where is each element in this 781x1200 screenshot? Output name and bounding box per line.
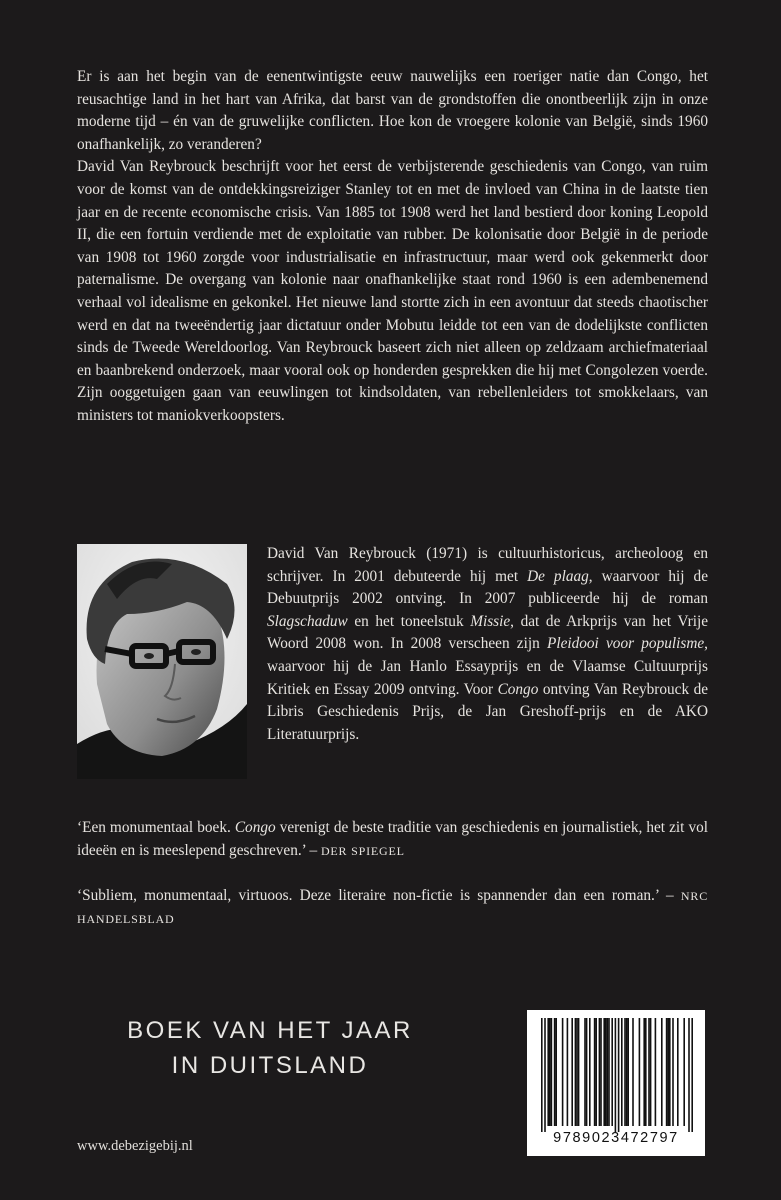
quote-text: ‘Een monumentaal boek. xyxy=(77,819,235,836)
bio-text-2: , waarvoor hij de Debuutprijs 2002 ontving. In 2007 publiceerde hij de roman xyxy=(267,567,708,608)
barcode-bar xyxy=(666,1018,668,1126)
barcode-bar xyxy=(683,1018,685,1126)
bio-title-pleidooi: Pleidooi voor populisme xyxy=(546,635,705,653)
isbn-barcode xyxy=(527,1010,705,1156)
barcode-bar xyxy=(586,1018,588,1126)
headline-line-1: BOEK VAN HET JAAR xyxy=(127,1017,413,1044)
quote-text: ‘Subliem, monumentaal, virtuoos. Deze literaire non-fictie is spannender dan een roman.’ – xyxy=(77,887,681,904)
blurb-paragraph-main: David Van Reybrouck beschrijft voor het eerst de verbijsterende geschiedenis van Congo, van ruim voor de komst van de ontdekkingsreiziger Stanley tot en met de invloed van China in de laatste tien jaar en de recente economische crisis. Van 1885 tot 1908 werd het land bestierd door koning Leopold II, die een fortuin verdiende met de exploitatie van rubber. De kolonisatie door België in de periode van 1908 tot 1960 zorgde voor industrialisatie en infrastructuur, maar werd ook gekenmerkt door paternalisme. De overgang van kolonie naar onafhankelijke staat rond 1960 is een adembenemend verhaal vol idealisme en gekonkel. Het nieuwe land stortte zich in een avontuur dat steeds chaotischer werd en dat na tweeëndertig jaar dictatuur onder Mobutu leidde tot een van de dodelijkste conflicten sinds de Tweede Wereldoorlog. Van Reybrouck baseert zich niet alleen op zeldzaam archiefmateriaal en baanbrekend onderzoek, maar vooral ook op honderden gesprekken die hij met Congolezen voerde. Zijn ooggetuigen gaan van eeuwlingen tot kindsoldaten, van rebellenleiders tot smokkelaars, van ministers tot maniokverkoopsters. xyxy=(77,158,708,424)
barcode-bar xyxy=(576,1018,578,1126)
barcode-bar xyxy=(605,1018,607,1126)
barcode-bar xyxy=(544,1018,546,1132)
review-quote-spiegel xyxy=(77,817,708,862)
barcode-bar xyxy=(691,1018,693,1132)
barcode-bar xyxy=(645,1018,647,1126)
barcode-bar xyxy=(562,1018,564,1126)
barcode-bar xyxy=(643,1018,645,1126)
bio-text-3: en het toneelstuk xyxy=(347,612,471,630)
headline-line-2: IN DUITSLAND xyxy=(171,1052,369,1079)
barcode-bar xyxy=(626,1018,628,1126)
barcode-bar xyxy=(584,1018,586,1126)
barcode-bar xyxy=(672,1018,674,1126)
award-headline xyxy=(100,1013,440,1083)
bio-title-slagschaduw: Slagschaduw xyxy=(267,612,348,630)
barcode-bar xyxy=(655,1018,657,1126)
publisher-website: www.debezigebij.nl xyxy=(77,1138,193,1154)
barcode-bar xyxy=(608,1018,610,1126)
author-photo xyxy=(77,544,247,779)
barcode-bar xyxy=(554,1018,556,1126)
barcode-bar xyxy=(621,1018,623,1126)
barcode-bar xyxy=(594,1018,596,1126)
barcode-bar xyxy=(595,1018,597,1126)
barcode-bar xyxy=(627,1018,629,1126)
barcode-bar xyxy=(599,1018,601,1126)
bio-text-1: David Van Reybrouck (1971) is cultuurhistoricus, archeoloog en schrijver. In 2001 debuteerde hij met xyxy=(267,545,708,585)
barcode-bar xyxy=(547,1018,549,1126)
quote-source: DER SPIEGEL xyxy=(320,843,405,858)
barcode-bar xyxy=(615,1018,617,1132)
quote-source: NRC HANDELSBLAD xyxy=(77,889,708,926)
bio-text-6: ontving Van Reybrouck de Libris Geschiedenis Prijs, de Jan Greshoff-prijs en de AKO Literatuurprijs. xyxy=(267,680,709,743)
barcode-bar xyxy=(650,1018,652,1126)
barcode-bar xyxy=(549,1018,551,1126)
isbn-number: 9789023472797 xyxy=(553,1130,679,1146)
back-cover-blurb xyxy=(77,66,708,428)
barcode-bar xyxy=(603,1018,605,1126)
barcode-bar xyxy=(677,1018,679,1126)
barcode-bar xyxy=(567,1018,569,1126)
barcode-bar xyxy=(575,1018,577,1126)
barcode-bar xyxy=(611,1018,613,1126)
barcode-bar xyxy=(578,1018,580,1126)
bio-title-de-plaag: De plaag xyxy=(527,567,589,585)
bio-text-5: , waarvoor hij de Jan Hanlo Essayprijs en de Vlaamse Cultuurprijs Kritiek en Essay 2009 ontving. Voor xyxy=(267,635,708,698)
barcode-bar xyxy=(555,1018,557,1126)
quote-book-title: Congo xyxy=(234,819,276,836)
barcode-bar xyxy=(667,1018,669,1126)
bio-text-4: , dat de Arkprijs van het Vrije Woord 2008 won. In 2008 verscheen zijn xyxy=(267,612,708,653)
review-quote-nrc xyxy=(77,885,708,930)
blurb-paragraph-intro: Er is aan het begin van de eenentwintigste eeuw nauwelijks een roeriger natie dan Congo, het reusachtige land in het hart van Afrika, dat barst van de grondstoffen die onontbeerlijk zijn in onze moderne tijd – én van de gruwelijke conflicten. Hoe kon de vroegere kolonie van België, sinds 1960 onafhankelijk, zo veranderen? xyxy=(77,68,708,153)
barcode-bar xyxy=(632,1018,634,1126)
barcode-bar xyxy=(669,1018,671,1126)
bio-title-congo: Congo xyxy=(497,680,539,698)
barcode-bar xyxy=(639,1018,641,1126)
quote-text: verenigt de beste traditie van geschiedenis en journalistiek, het zit vol ideeën en is meeslepend geschreven.’ – xyxy=(77,819,708,859)
barcode-bar xyxy=(589,1018,591,1126)
barcode-bar xyxy=(551,1018,553,1126)
barcode-bar xyxy=(571,1018,573,1126)
barcode-bar xyxy=(600,1018,602,1126)
bio-title-missie: Missie xyxy=(470,612,511,630)
barcode-bar xyxy=(688,1018,690,1132)
author-bio xyxy=(267,543,708,746)
barcode-bar xyxy=(541,1018,543,1132)
barcode-bar xyxy=(648,1018,650,1126)
barcode-bar xyxy=(607,1018,609,1126)
barcode-bar xyxy=(624,1018,626,1126)
barcode-bar xyxy=(661,1018,663,1126)
barcode-bar xyxy=(618,1018,620,1132)
